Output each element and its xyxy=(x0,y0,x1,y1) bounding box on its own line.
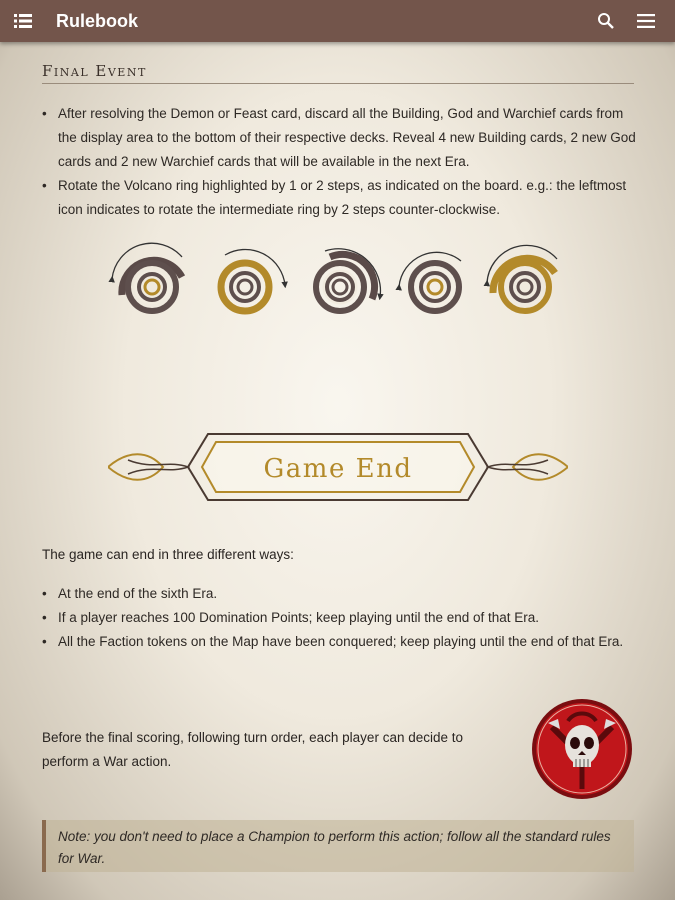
list-item: • All the Faction tokens on the Map have been conquered; keep playing until the end of that Era. xyxy=(42,630,642,654)
list-item: • At the end of the sixth Era. xyxy=(42,582,642,606)
final-event-list xyxy=(42,102,642,222)
volcano-ring-icon xyxy=(112,243,182,311)
app-bar xyxy=(0,0,675,42)
app-title: Rulebook xyxy=(56,10,139,31)
banner-title: Game End xyxy=(263,454,413,484)
volcano-ring-icon xyxy=(399,252,461,311)
hamburger-menu-icon[interactable] xyxy=(635,10,657,32)
volcano-ring-icon xyxy=(487,245,557,311)
game-end-banner xyxy=(108,430,568,504)
volcano-ring-examples xyxy=(105,234,575,329)
volcano-ring-icon xyxy=(316,249,380,311)
game-end-list xyxy=(42,582,642,654)
list-item: • If a player reaches 100 Domination Points; keep playing until the end of that Era. xyxy=(42,606,642,630)
list-item: • After resolving the Demon or Feast card, discard all the Building, God and Warchief cards from the display area to the bottom of their respective decks. Reveal 4 new Building cards, 2 new God cards and 2 new Warchief cards that will be available in the next Era. xyxy=(42,102,642,174)
list-item: • Rotate the Volcano ring highlighted by 1 or 2 steps, as indicated on the board. e.g.: the leftmost icon indicates to rotate the intermediate ring by 2 steps counter-clockwise. xyxy=(42,174,642,222)
game-end-intro: The game can end in three different ways: xyxy=(42,547,294,562)
rules-note: Note: you don't need to place a Champion to perform this action; follow all the standard rules for War. xyxy=(42,820,634,872)
search-icon[interactable] xyxy=(595,10,617,32)
war-emblem-icon xyxy=(530,697,634,801)
list-icon[interactable] xyxy=(14,14,32,28)
section-heading-final-event: Final Event xyxy=(42,62,634,84)
rulebook-content xyxy=(0,42,675,900)
volcano-ring-icon xyxy=(221,249,285,311)
war-action-text: Before the final scoring, following turn order, each player can decide to perform a War action. xyxy=(42,730,463,769)
